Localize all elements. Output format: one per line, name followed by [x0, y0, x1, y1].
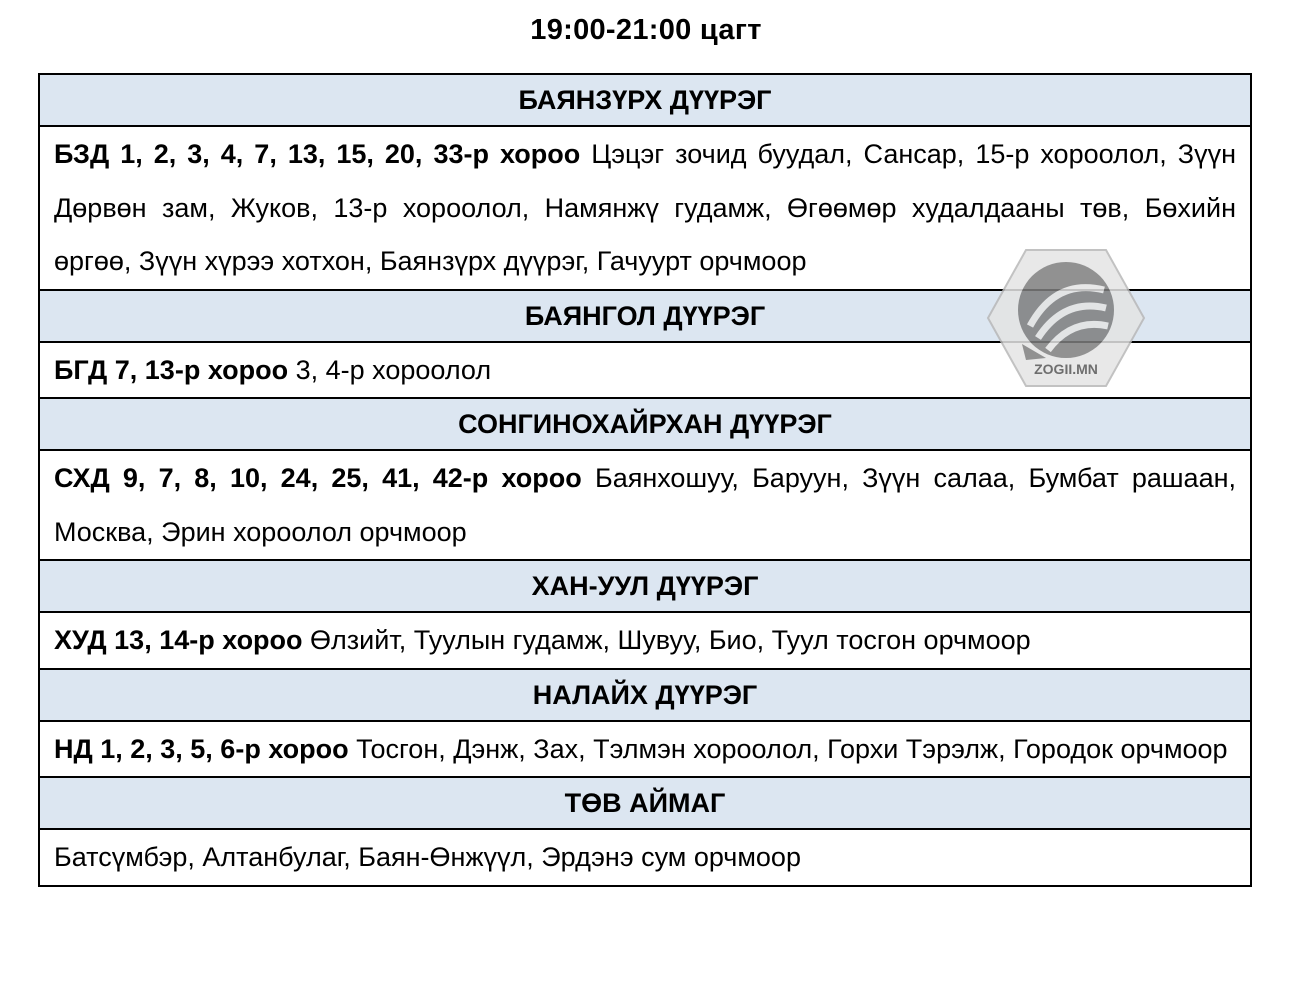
watermark-text: ZOGII.MN: [1034, 361, 1098, 377]
district-header-row: [39, 74, 1251, 126]
area-list: Батсүмбэр, Алтанбулаг, Баян-Өнжүүл, Эрдэнэ сум орчмоор: [54, 842, 801, 872]
district-header: БАЯНГОЛ ДҮҮРЭГ: [39, 290, 1251, 342]
area-list: Өлзийт, Туулын гудамж, Шувуу, Био, Туул тосгон орчмоор: [302, 625, 1031, 655]
schedule-table: [38, 73, 1252, 887]
page-title: 19:00-21:00 цагт: [530, 14, 762, 46]
district-areas: [39, 612, 1251, 669]
district-header: ТӨВ АЙМАГ: [39, 777, 1251, 829]
district-header-row: [39, 398, 1251, 450]
zogii-logo-icon: [986, 248, 1146, 388]
district-header: СОНГИНОХАЙРХАН ДҮҮРЭГ: [39, 398, 1251, 450]
area-list: 3, 4-р хороолол: [288, 354, 492, 385]
district-header-row: [39, 777, 1251, 829]
area-list: Тосгон, Дэнж, Зах, Тэлмэн хороолол, Горхи Тэрэлж, Городок орчмоор: [348, 733, 1228, 764]
district-areas-row: [39, 721, 1251, 778]
khoroo-list: БГД 7, 13-р хороо: [54, 354, 289, 385]
district-header-row: [39, 560, 1251, 612]
district-areas: [39, 829, 1251, 886]
area-list: Баянхошуу, Баруун, Зүүн салаа, Бумбат рашаан, Москва, Эрин хороолол орчмоор: [54, 463, 1237, 547]
khoroo-list: НД 1, 2, 3, 5, 6-р хороо: [54, 733, 349, 764]
district-areas: [39, 721, 1251, 778]
khoroo-list: СХД 9, 7, 8, 10, 24, 25, 41, 42-р хороо: [54, 463, 582, 493]
district-header: НАЛАЙХ ДҮҮРЭГ: [39, 669, 1251, 721]
district-areas: [39, 450, 1251, 560]
khoroo-list: ХУД 13, 14-р хороо: [54, 625, 303, 655]
area-list: Цэцэг зочид буудал, Сансар, 15-р хороолол, Зүүн Дөрвөн зам, Жуков, 13-р хороолол, Намянжү гудамж, Өгөөмөр худалдааны төв, Бөхийн өргөө, Зүүн хүрээ хотхон, Баянзүрх дүүрэг, Гачуурт орчмоор: [54, 139, 1236, 276]
khoroo-list: БЗД 1, 2, 3, 4, 7, 13, 15, 20, 33-р хороо: [54, 139, 581, 169]
district-header: БАЯНЗҮРХ ДҮҮРЭГ: [39, 74, 1251, 126]
district-areas-row: [39, 612, 1251, 669]
district-areas-row: [39, 450, 1251, 560]
district-areas-row: [39, 829, 1251, 886]
district-header: ХАН-УУЛ ДҮҮРЭГ: [39, 560, 1251, 612]
district-header-row: [39, 669, 1251, 721]
